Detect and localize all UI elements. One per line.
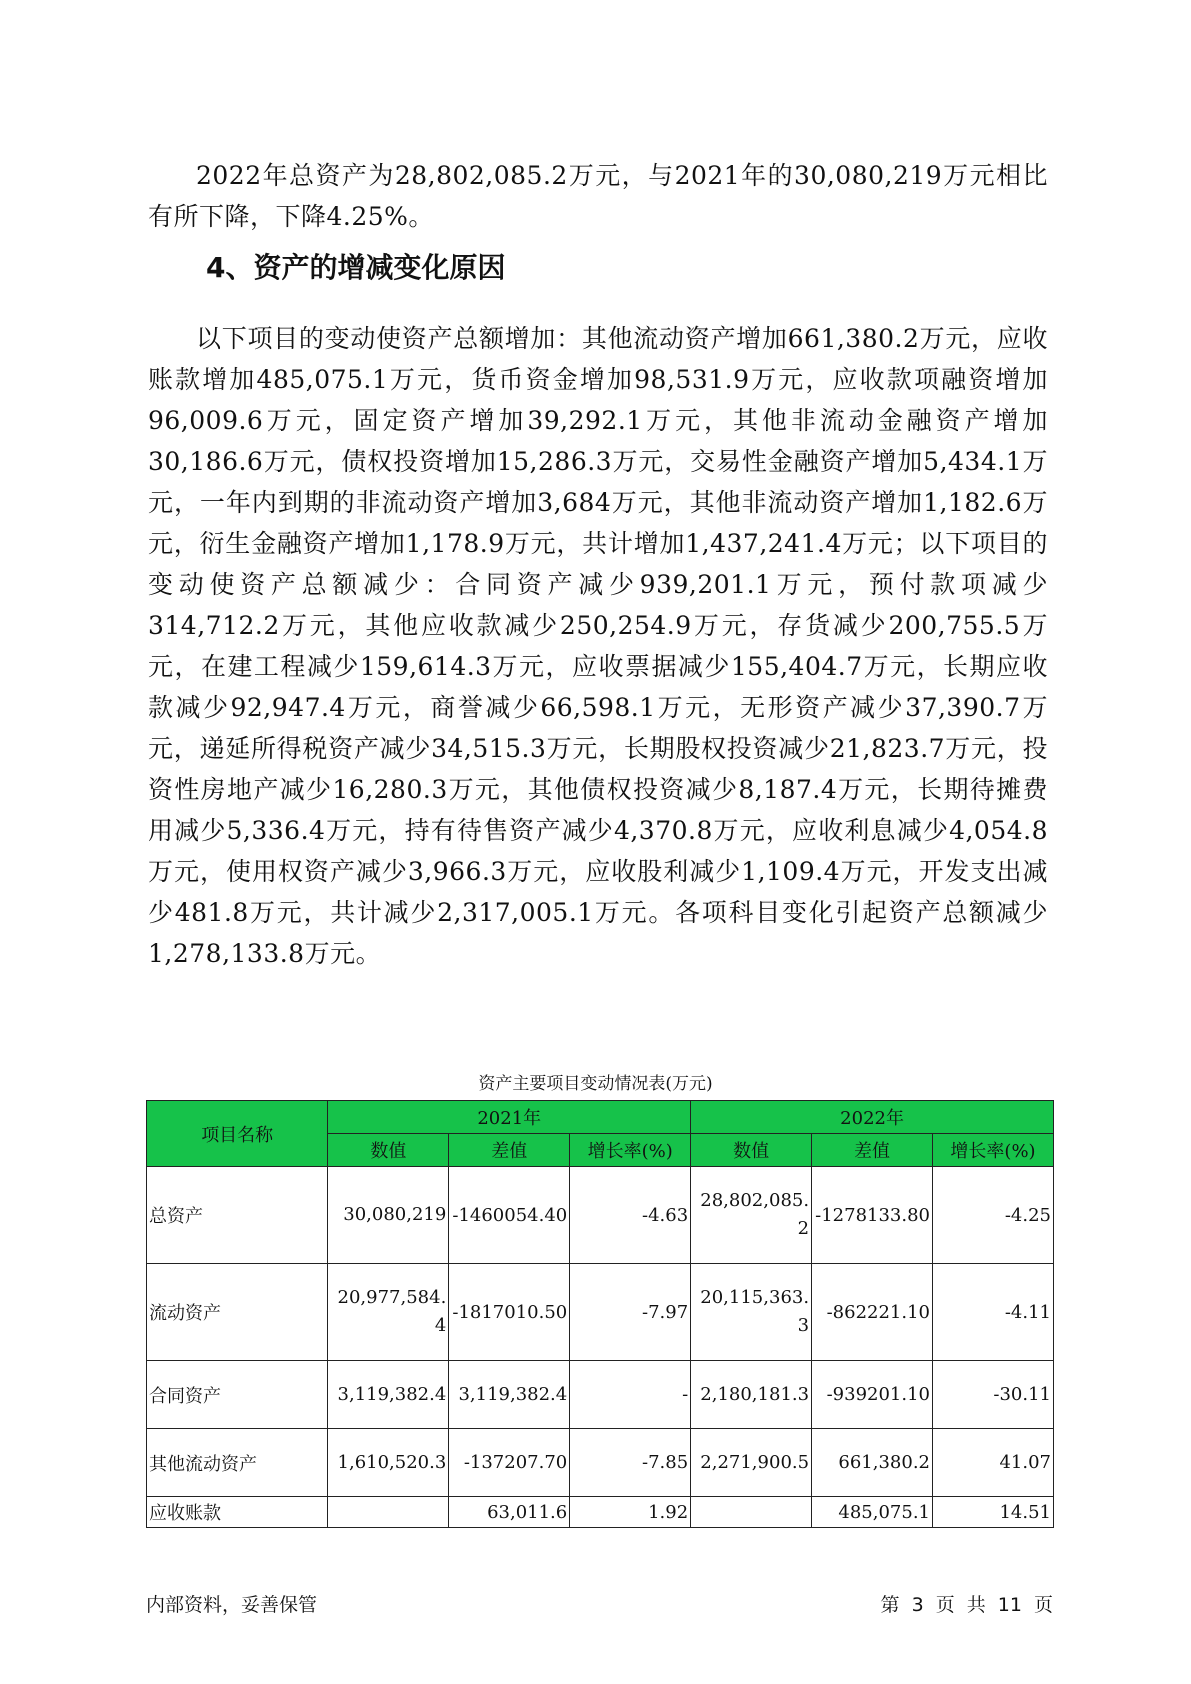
cell-growth-2021: -7.85: [570, 1429, 691, 1497]
header-growth-2022: 增长率(%): [933, 1134, 1054, 1167]
row-name: 总资产: [147, 1167, 328, 1264]
cell-value-2021: 20,977,584.4: [328, 1264, 449, 1361]
cell-diff-2021: -1817010.50: [449, 1264, 570, 1361]
footer-page-number: 第 3 页 共 11 页: [880, 1594, 1053, 1616]
header-year-2021: 2021年: [328, 1101, 691, 1134]
cell-diff-2021: 3,119,382.4: [449, 1361, 570, 1429]
cell-growth-2022: -4.11: [933, 1264, 1054, 1361]
header-value-2022: 数值: [691, 1134, 812, 1167]
table-row: [147, 1497, 1054, 1528]
table-row: [147, 1167, 1054, 1264]
cell-value-2021: 1,610,520.3: [328, 1429, 449, 1497]
cell-diff-2022: -1278133.80: [812, 1167, 933, 1264]
table-row: [147, 1361, 1054, 1429]
header-diff-2021: 差值: [449, 1134, 570, 1167]
cell-diff-2021: -1460054.40: [449, 1167, 570, 1264]
asset-change-reasons-paragraph: 以下项目的变动使资产总额增加：其他流动资产增加661,380.2万元，应收账款增加485,075.1万元，货币资金增加98,531.9万元，应收款项融资增加96,009.6万元，固定资产增加39,292.1万元，其他非流动金融资产增加30,186.6万元，债权投资增加15,286.3万元，交易性金融资产增加5,434.1万元，一年内到期的非流动资产增加3,684万元，其他非流动资产增加1,182.6万元，衍生金融资产增加1,178.9万元，共计增加1,437,241.4万元；以下项目的变动使资产总额减少：合同资产减少939,201.1万元，预付款项减少314,712.2万元，其他应收款减少250,254.9万元，存货减少200,755.5万元，在建工程减少159,614.3万元，应收票据减少155,404.7万元，长期应收款减少92,947.4万元，商誉减少66,598.1万元，无形资产减少37,390.7万元，递延所得税资产减少34,515.3万元，长期股权投资减少21,823.7万元，投资性房地产减少16,280.3万元，其他债权投资减少8,187.4万元，长期待摊费用减少5,336.4万元，持有待售资产减少4,370.8万元，应收利息减少4,054.8万元，使用权资产减少3,966.3万元，应收股利减少1,109.4万元，开发支出减少481.8万元，共计减少2,317,005.1万元。各项科目变化引起资产总额减少1,278,133.8万元。: [148, 324, 1048, 968]
cell-diff-2021: -137207.70: [449, 1429, 570, 1497]
total-assets-paragraph: 2022年总资产为28,802,085.2万元，与2021年的30,080,219万元相比有所下降，下降4.25%。: [148, 161, 1048, 231]
cell-growth-2021: -7.97: [570, 1264, 691, 1361]
table-row: [147, 1264, 1054, 1361]
row-name: 应收账款: [147, 1497, 328, 1528]
cell-growth-2021: -: [570, 1361, 691, 1429]
section-heading: 4、资产的增减变化原因: [206, 251, 506, 284]
cell-value-2021: [328, 1497, 449, 1528]
cell-value-2022: [691, 1497, 812, 1528]
table-caption: 资产主要项目变动情况表(万元): [478, 1074, 713, 1094]
row-name: 其他流动资产: [147, 1429, 328, 1497]
header-diff-2022: 差值: [812, 1134, 933, 1167]
cell-diff-2022: -939201.10: [812, 1361, 933, 1429]
cell-value-2022: 20,115,363.3: [691, 1264, 812, 1361]
cell-value-2021: 3,119,382.4: [328, 1361, 449, 1429]
cell-growth-2021: -4.63: [570, 1167, 691, 1264]
cell-growth-2022: -4.25: [933, 1167, 1054, 1264]
cell-diff-2022: 485,075.1: [812, 1497, 933, 1528]
cell-growth-2022: 14.51: [933, 1497, 1054, 1528]
row-name: 合同资产: [147, 1361, 328, 1429]
cell-diff-2022: 661,380.2: [812, 1429, 933, 1497]
header-growth-2021: 增长率(%): [570, 1134, 691, 1167]
header-year-2022: 2022年: [691, 1101, 1054, 1134]
cell-diff-2022: -862221.10: [812, 1264, 933, 1361]
cell-diff-2021: 63,011.6: [449, 1497, 570, 1528]
cell-value-2022: 28,802,085.2: [691, 1167, 812, 1264]
cell-value-2021: 30,080,219: [328, 1167, 449, 1264]
footer-confidential-note: 内部资料，妥善保管: [146, 1594, 318, 1616]
cell-value-2022: 2,180,181.3: [691, 1361, 812, 1429]
header-item-name: 项目名称: [147, 1101, 328, 1167]
header-value-2021: 数值: [328, 1134, 449, 1167]
cell-growth-2022: 41.07: [933, 1429, 1054, 1497]
row-name: 流动资产: [147, 1264, 328, 1361]
cell-value-2022: 2,271,900.5: [691, 1429, 812, 1497]
cell-growth-2022: -30.11: [933, 1361, 1054, 1429]
table-row: [147, 1429, 1054, 1497]
asset-change-table: [146, 1100, 1054, 1528]
cell-growth-2021: 1.92: [570, 1497, 691, 1528]
